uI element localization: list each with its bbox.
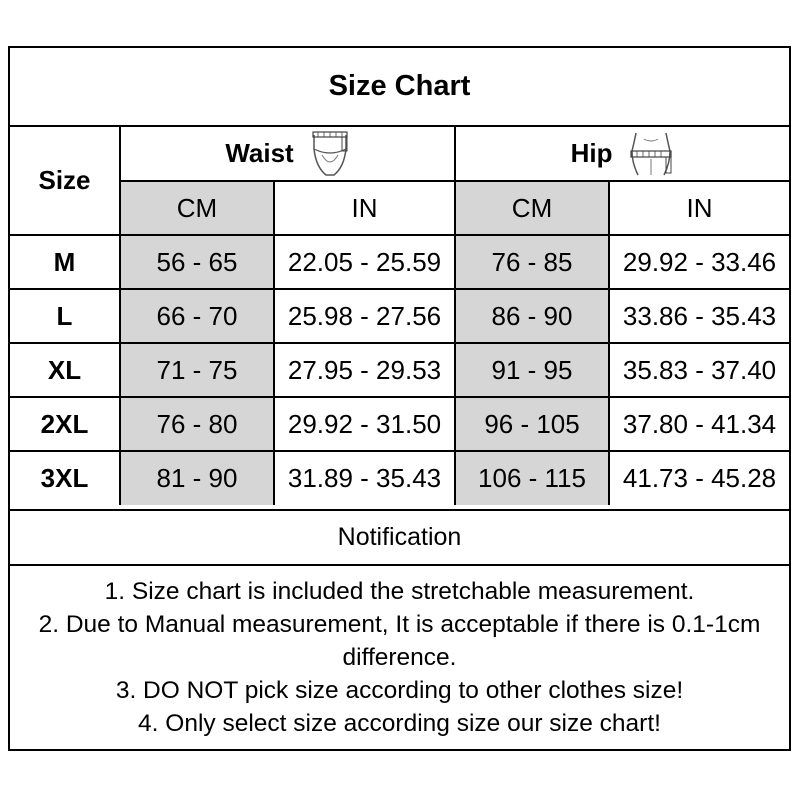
size-table (10, 127, 789, 505)
size-cell: L (10, 289, 120, 343)
hip-cm-cell: 86 - 90 (455, 289, 609, 343)
hip-group-header (455, 127, 789, 181)
size-column-header: Size (10, 127, 120, 235)
waist-cm-cell: 66 - 70 (120, 289, 274, 343)
table-row (10, 235, 789, 289)
hip-in-cell: 37.80 - 41.34 (609, 397, 789, 451)
waist-cm-cell: 81 - 90 (120, 451, 274, 505)
size-cell: 3XL (10, 451, 120, 505)
note-item: 1. Size chart is included the stretchable measurement. (104, 578, 695, 605)
hip-cm-header: CM (455, 181, 609, 235)
notification-notes (10, 566, 789, 749)
hip-measure-icon (628, 129, 674, 179)
waist-in-cell: 27.95 - 29.53 (274, 343, 455, 397)
waist-label: Waist (225, 138, 294, 168)
size-cell: M (10, 235, 120, 289)
waist-in-header: IN (274, 181, 455, 235)
size-chart (8, 46, 791, 751)
hip-in-cell: 35.83 - 37.40 (609, 343, 789, 397)
chart-title: Size Chart (10, 48, 789, 127)
hip-label: Hip (570, 138, 613, 168)
waist-group-header (120, 127, 455, 181)
hip-cm-cell: 91 - 95 (455, 343, 609, 397)
hip-in-cell: 41.73 - 45.28 (609, 451, 789, 505)
waist-in-cell: 25.98 - 27.56 (274, 289, 455, 343)
table-row (10, 451, 789, 505)
note-item: 4. Only select size according size our size chart! (138, 710, 661, 737)
waist-in-cell: 31.89 - 35.43 (274, 451, 455, 505)
table-row (10, 289, 789, 343)
size-cell: 2XL (10, 397, 120, 451)
note-item: 2. Due to Manual measurement, It is acceptable if there is 0.1-1cm difference. (38, 611, 761, 671)
size-cell: XL (10, 343, 120, 397)
hip-in-cell: 33.86 - 35.43 (609, 289, 789, 343)
waist-cm-cell: 56 - 65 (120, 235, 274, 289)
waist-measure-icon (310, 129, 350, 179)
notification-heading: Notification (10, 509, 789, 566)
hip-in-header: IN (609, 181, 789, 235)
table-row (10, 397, 789, 451)
waist-in-cell: 29.92 - 31.50 (274, 397, 455, 451)
hip-in-cell: 29.92 - 33.46 (609, 235, 789, 289)
waist-cm-cell: 76 - 80 (120, 397, 274, 451)
waist-in-cell: 22.05 - 25.59 (274, 235, 455, 289)
hip-cm-cell: 96 - 105 (455, 397, 609, 451)
waist-cm-header: CM (120, 181, 274, 235)
hip-cm-cell: 106 - 115 (455, 451, 609, 505)
waist-cm-cell: 71 - 75 (120, 343, 274, 397)
note-item: 3. DO NOT pick size according to other clothes size! (115, 677, 684, 704)
table-row (10, 343, 789, 397)
hip-cm-cell: 76 - 85 (455, 235, 609, 289)
